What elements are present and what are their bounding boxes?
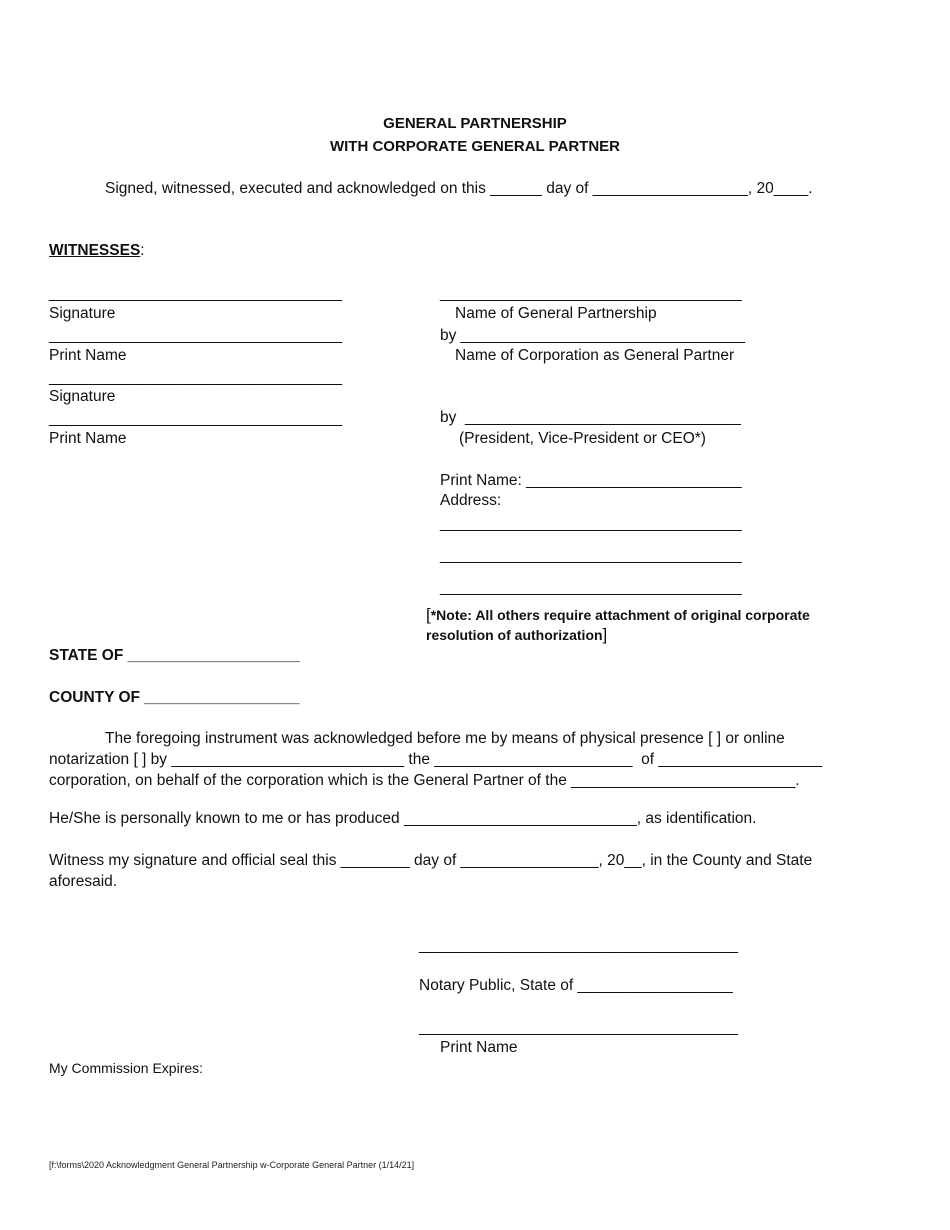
title-line-1: GENERAL PARTNERSHIP — [383, 115, 567, 132]
partnership-name-label: Name of General Partnership — [455, 305, 657, 322]
witness-2-signature-label: Signature — [49, 388, 116, 405]
officer-by-line: by ________________________________ — [440, 409, 741, 426]
witness-1-signature-label: Signature — [49, 305, 116, 322]
acknowledgment-line-2: notarization [ ] by ___________________________ the _______________________ of ___________________ — [49, 751, 823, 768]
identification-line: He/She is personally known to me or has produced ___________________________, as identification. — [49, 810, 757, 827]
note-text: *Note: All others require attachment of original corporate resolution of authorization — [426, 607, 810, 643]
address-line-3: ___________________________________ — [440, 579, 742, 596]
witness-2-print-line: __________________________________ — [49, 410, 343, 427]
witness-1-signature-line: __________________________________ — [49, 285, 343, 302]
state-of-field: STATE OF ____________________ — [49, 647, 301, 664]
witness-1-print-line: __________________________________ — [49, 327, 343, 344]
footer-file-path: [f:\forms\2020 Acknowledgment General Partnership w-Corporate General Partner (1/14/21] — [49, 1160, 415, 1170]
notary-print-line: _____________________________________ — [419, 1019, 738, 1036]
witness-1-print-label: Print Name — [49, 347, 127, 364]
signed-statement: Signed, witnessed, executed and acknowledged on this ______ day of __________________, 20____. — [105, 180, 813, 197]
witness-seal-line-2: aforesaid. — [49, 873, 118, 890]
notary-print-label: Print Name — [440, 1039, 518, 1056]
corporation-by-line: by _________________________________ — [440, 327, 746, 344]
title-line-2: WITH CORPORATE GENERAL PARTNER — [329, 138, 620, 155]
notary-signature-line: _____________________________________ — [419, 937, 738, 954]
notary-state-field: Notary Public, State of __________________ — [419, 977, 733, 994]
note-bracket-open: [ — [426, 605, 431, 624]
address-line-1: ___________________________________ — [440, 515, 742, 532]
corporation-name-label: Name of Corporation as General Partner — [455, 347, 735, 364]
print-name-field: Print Name: _________________________ — [440, 472, 742, 489]
witness-2-signature-line: __________________________________ — [49, 369, 343, 386]
partnership-name-line: ___________________________________ — [440, 285, 742, 302]
witness-2-print-label: Print Name — [49, 430, 127, 447]
commission-expires: My Commission Expires: — [49, 1060, 204, 1076]
county-of-field: COUNTY OF __________________ — [49, 689, 300, 706]
acknowledgment-line-3: corporation, on behalf of the corporation which is the General Partner of the __________________________. — [49, 772, 800, 789]
authorization-note — [426, 605, 846, 645]
acknowledgment-line-1: The foregoing instrument was acknowledged before me by means of physical presence [ ] or online — [105, 730, 785, 747]
witnesses-heading-colon: : — [140, 242, 145, 259]
address-label: Address: — [440, 492, 502, 509]
witnesses-heading — [49, 241, 145, 260]
note-bracket-close: ] — [602, 625, 608, 644]
officer-title-label: (President, Vice-President or CEO*) — [459, 430, 706, 447]
witness-seal-line-1: Witness my signature and official seal this ________ day of ________________, 20__, in the County and State — [49, 852, 813, 869]
address-line-2: ___________________________________ — [440, 547, 742, 564]
witnesses-heading-text: WITNESSES — [49, 242, 141, 259]
